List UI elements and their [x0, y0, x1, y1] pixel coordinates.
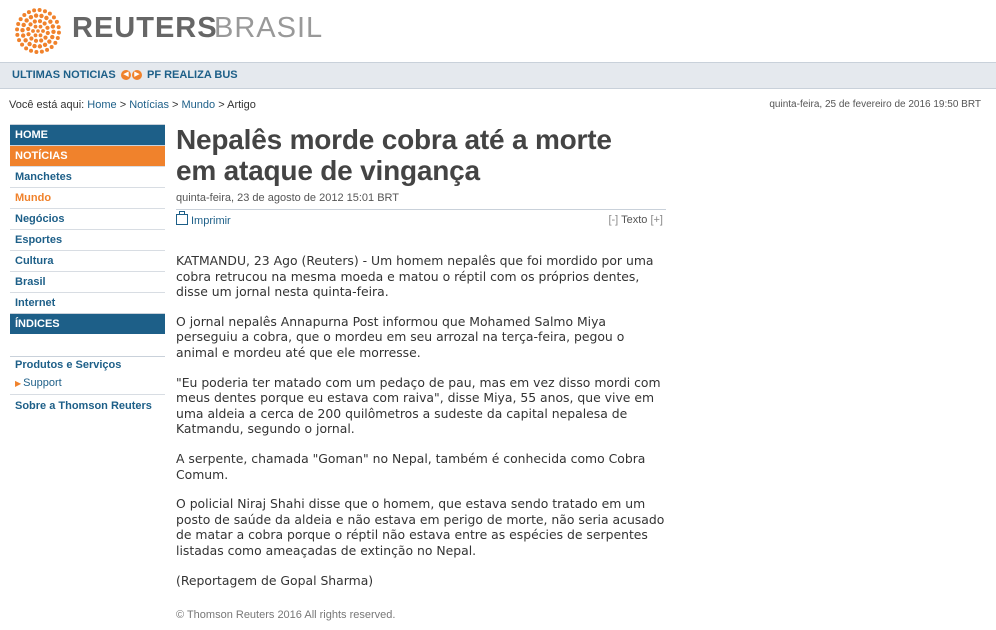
breadcrumb	[9, 99, 256, 111]
logo-dot	[39, 14, 43, 18]
logo-dot	[15, 33, 19, 37]
sidebar-item-esportes[interactable]: Esportes	[10, 229, 165, 250]
logo-dot	[34, 39, 38, 43]
article-paragraph: O policial Niraj Shahi disse que o homem, que estava sendo tratado em um posto de saúde da aldeia e não estava em perigo de morte, não seria acusado de matar a cobra porque o réptil não estava entre as espécies de serpentes listadas como ameaçadas de extinção no Nepal.	[176, 496, 665, 558]
logo-reuters-text[interactable]: REUTERS	[72, 12, 218, 44]
sidebar-item-manchetes[interactable]: Manchetes	[10, 166, 165, 187]
sidebar-support-link[interactable]	[10, 374, 165, 392]
logo-dot	[28, 22, 32, 26]
printer-icon	[176, 214, 188, 225]
logo-dot	[32, 8, 36, 12]
logo-dot	[34, 50, 38, 54]
article-paragraph: "Eu poderia ter matado com um pedaço de pau, mas em vez disso mordi com meus dentes porque eu estava com raiva", disse Miya, 55 anos, que vive em uma aldeia a cerca de 200 quilômetros a sudeste da capital nepalesa de Katmandu, segundo o jornal.	[176, 374, 661, 437]
sidebar-spacer	[10, 334, 165, 356]
logo-dot	[45, 48, 49, 52]
logo-dot	[33, 19, 37, 23]
logo-dot	[20, 43, 24, 47]
logo-dot	[15, 27, 19, 31]
logo-dot	[22, 13, 26, 17]
breadcrumb-current: Artigo	[227, 99, 256, 111]
logo-dot	[48, 12, 52, 16]
logo-dot	[44, 16, 48, 20]
sidebar-item-internet[interactable]: Internet	[10, 292, 165, 313]
article-paragraph: A serpente, chamada "Goman" no Nepal, também é conhecida como Cobra Comum.	[176, 450, 646, 482]
print-label: Imprimir	[191, 215, 231, 227]
sidebar-about-link[interactable]: Sobre a Thomson Reuters	[10, 394, 165, 417]
article-toolbar	[176, 209, 666, 230]
logo-dot	[55, 20, 59, 24]
text-size-control	[608, 214, 663, 226]
sidebar-item-negocios[interactable]: Negócios	[10, 208, 165, 229]
logo-dot	[19, 17, 23, 21]
logo-dot	[20, 28, 24, 32]
logo-dot	[17, 38, 21, 42]
logo-dot	[43, 21, 47, 25]
logo-dot	[43, 9, 47, 13]
logo-dot	[48, 19, 52, 23]
logo-dot	[34, 25, 38, 29]
article-paragraph: KATMANDU, 23 Ago (Reuters) - Um homem nepalês que foi mordido por uma cobra retrucou na mesma moeda e matou o réptil com os próprios dentes, disse um jornal nesta quinta-feira.	[176, 253, 654, 300]
logo-dot	[22, 23, 26, 27]
logo-dot	[41, 29, 45, 33]
article-paragraph: (Reportagem de Gopal Sharma)	[176, 572, 374, 588]
breadcrumb-separator: >	[172, 99, 179, 111]
logo-dot	[56, 36, 60, 40]
ticker-prev-icon[interactable]: ◀	[121, 70, 131, 80]
logo-dot	[39, 38, 43, 42]
text-size-increase-button[interactable]: [+]	[650, 214, 663, 226]
logo-dot	[27, 42, 31, 46]
logo-dot	[52, 15, 56, 19]
logo-dot	[26, 27, 30, 31]
logo-dot	[45, 26, 49, 30]
article-paragraph: O jornal nepalês Annapurna Post informou que Mohamed Salmo Miya perseguiu a cobra, que o mordeu em seu arrozal na terça-feira, pegou o animal e mordeu até que ele morresse.	[176, 313, 625, 360]
article-body	[176, 253, 666, 588]
logo-dot	[34, 13, 38, 17]
sidebar-indices-header[interactable]: ÍNDICES	[10, 313, 165, 334]
news-ticker	[0, 62, 996, 89]
logo-dot	[53, 41, 57, 45]
breadcrumb-bar	[0, 88, 996, 116]
logo-dot	[38, 8, 42, 12]
logo-dot	[57, 25, 61, 29]
logo-dot	[43, 43, 47, 47]
page-date: quinta-feira, 25 de fevereiro de 2016 19:50 BRT	[769, 99, 981, 110]
triangle-right-icon: ▶	[15, 379, 22, 388]
logo-dot	[26, 32, 30, 36]
logo-dot	[50, 45, 54, 49]
site-header	[0, 0, 996, 62]
footer-copyright: © Thomson Reuters 2016 All rights reserved.	[176, 609, 396, 621]
breadcrumb-noticias-link[interactable]: Notícias	[129, 99, 169, 111]
sidebar-home-link[interactable]: HOME	[10, 124, 165, 145]
breadcrumb-home-link[interactable]: Home	[87, 99, 117, 111]
logo-dot	[39, 33, 43, 37]
logo-dot	[46, 31, 50, 35]
logo-dot	[27, 10, 31, 14]
sidebar-support-label: Support	[23, 377, 62, 389]
ticker-next-icon[interactable]: ▶	[132, 70, 142, 80]
logo-dot	[50, 35, 54, 39]
reuters-logo-icon[interactable]	[14, 7, 64, 55]
sidebar-nav	[10, 124, 165, 417]
logo-dot	[29, 15, 33, 19]
article-title-line1: Nepalês morde cobra até a morte	[176, 124, 612, 155]
article	[176, 124, 666, 602]
logo-dot	[51, 24, 55, 28]
sidebar-produtos-header[interactable]: Produtos e Serviços	[10, 356, 165, 374]
logo-dot	[47, 39, 51, 43]
logo-dot	[24, 18, 28, 22]
logo-dot	[38, 44, 42, 48]
logo-dot	[21, 33, 25, 37]
logo-dot	[29, 36, 33, 40]
breadcrumb-mundo-link[interactable]: Mundo	[181, 99, 216, 111]
logo-dot	[43, 36, 47, 40]
logo-dot	[32, 44, 36, 48]
logo-region-text[interactable]: BRASIL	[214, 12, 324, 44]
logo-dot	[16, 22, 20, 26]
article-title-line2: em ataque de vingança	[176, 155, 480, 186]
sidebar-item-cultura[interactable]: Cultura	[10, 250, 165, 271]
logo-dot	[40, 50, 44, 54]
logo-dot	[39, 25, 43, 29]
ticker-headline-link[interactable]: PF REALIZA BUS	[147, 69, 238, 81]
logo-dot	[38, 19, 42, 23]
logo-dot	[23, 38, 27, 42]
text-size-label: Texto	[621, 214, 648, 226]
breadcrumb-prefix: Você está aqui:	[9, 99, 85, 111]
logo-dot	[31, 29, 35, 33]
sidebar-item-mundo[interactable]: Mundo	[10, 187, 165, 208]
article-title	[176, 124, 666, 186]
sidebar-noticias-header[interactable]: NOTÍCIAS	[10, 145, 165, 166]
article-date: quinta-feira, 23 de agosto de 2012 15:01 BRT	[176, 192, 400, 204]
print-button[interactable]	[176, 214, 231, 227]
ticker-label: ULTIMAS NOTICIAS	[12, 69, 116, 81]
logo-dot	[34, 33, 38, 37]
logo-dot	[51, 30, 55, 34]
text-size-decrease-button[interactable]: [-]	[608, 214, 619, 226]
logo-dot	[24, 46, 28, 50]
logo-dot	[57, 31, 61, 35]
breadcrumb-separator: >	[218, 99, 225, 111]
logo-dot	[29, 49, 33, 53]
logo-dot	[36, 29, 40, 33]
breadcrumb-separator: >	[119, 99, 127, 111]
sidebar-item-brasil[interactable]: Brasil	[10, 271, 165, 292]
